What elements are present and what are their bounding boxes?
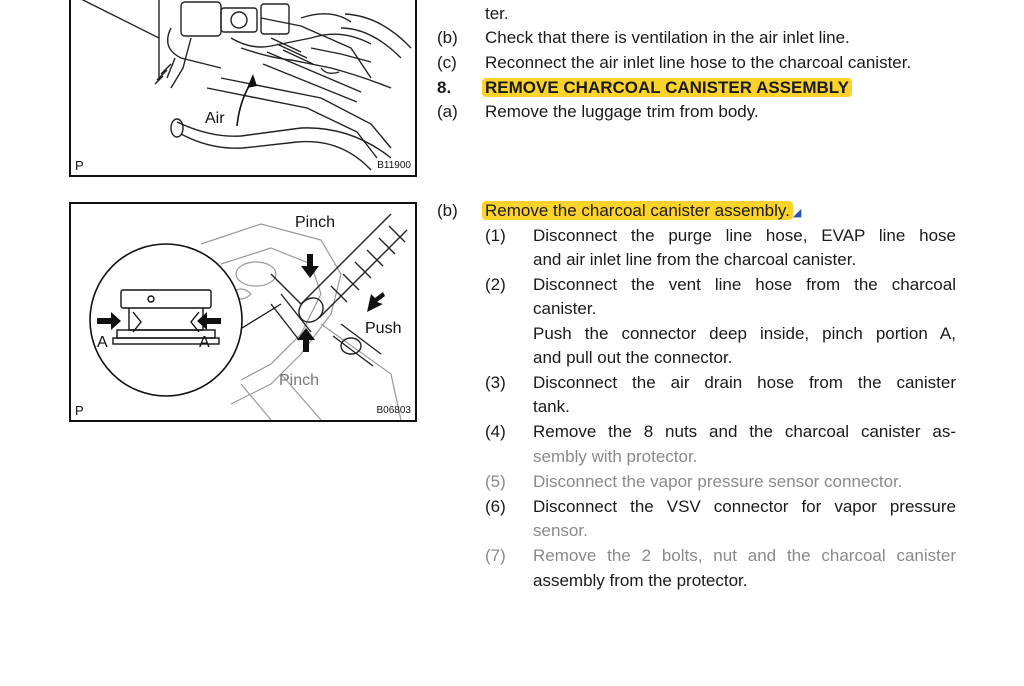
substep-4-line-1: Remove the 8 nuts and the charcoal canister as- <box>533 422 956 441</box>
step-a-marker: (a) <box>437 102 458 121</box>
step-title-highlight: REMOVE CHARCOAL CANISTER ASSEMBLY <box>482 78 852 97</box>
substep-3-marker: (3) <box>485 373 506 392</box>
pinch-top-label: Pinch <box>295 214 336 231</box>
step-title <box>482 77 852 99</box>
vent-connector-diagram <box>71 204 415 420</box>
substep-7-line-1: Remove the 2 bolts, nut and the charcoal canister <box>533 546 956 565</box>
portion-a-left-label: A <box>97 334 108 351</box>
substep-7-line-2: assembly from the protector. <box>533 571 748 590</box>
substep-6-marker: (6) <box>485 497 506 516</box>
substep-1-line-2: and air inlet line from the charcoal canister. <box>533 250 857 269</box>
portion-a-right-label: A <box>199 334 210 351</box>
cursor-mark-icon: ◢ <box>792 207 802 219</box>
push-label: Push <box>365 320 402 337</box>
step-b2-marker: (b) <box>437 201 458 220</box>
air-inlet-diagram <box>71 0 415 175</box>
substep-1-line-1: Disconnect the purge line hose, EVAP line hose <box>533 226 956 245</box>
step-c-marker: (c) <box>437 53 457 72</box>
step-b-marker: (b) <box>437 28 458 47</box>
step-c-text: Reconnect the air inlet line hose to the charcoal canister. <box>485 53 912 72</box>
step-b2-text <box>482 200 801 224</box>
substep-2-line-1: Disconnect the vent line hose from the charcoal <box>533 275 956 294</box>
substep-5-line-1: Disconnect the vapor pressure sensor connector. <box>533 472 903 491</box>
figure-vent-connector <box>69 202 417 422</box>
step-b2-highlight: Remove the charcoal canister assembly. <box>482 201 793 220</box>
substep-4-line-2: sembly with protector. <box>533 447 698 466</box>
substep-2-marker: (2) <box>485 275 506 294</box>
figure-air-inlet <box>69 0 417 177</box>
figure-code: B06803 <box>376 405 411 416</box>
continuation-text: ter. <box>485 4 509 23</box>
substep-2-line-2: canister. <box>533 299 597 318</box>
substep-5-marker: (5) <box>485 472 506 491</box>
substep-1-marker: (1) <box>485 226 506 245</box>
substep-6-line-1: Disconnect the VSV connector for vapor pressure <box>533 497 956 516</box>
substep-2-line-3: Push the connector deep inside, pinch portion A, <box>533 324 956 343</box>
step-number: 8. <box>437 78 452 97</box>
pinch-bottom-label: Pinch <box>279 372 320 389</box>
substep-3-line-1: Disconnect the air drain hose from the canister <box>533 373 956 392</box>
air-label: Air <box>205 110 225 127</box>
figure-p-label: P <box>75 158 84 173</box>
step-a-text: Remove the luggage trim from body. <box>485 102 759 121</box>
substep-6-line-2: sensor. <box>533 521 588 540</box>
figure-code: B11900 <box>377 160 411 171</box>
substep-7-marker: (7) <box>485 546 506 565</box>
substep-4-marker: (4) <box>485 422 506 441</box>
figure-p-label: P <box>75 403 84 418</box>
substep-3-line-2: tank. <box>533 397 570 416</box>
step-b-text: Check that there is ventilation in the air inlet line. <box>485 28 850 47</box>
substep-2-line-4: and pull out the connector. <box>533 348 733 367</box>
